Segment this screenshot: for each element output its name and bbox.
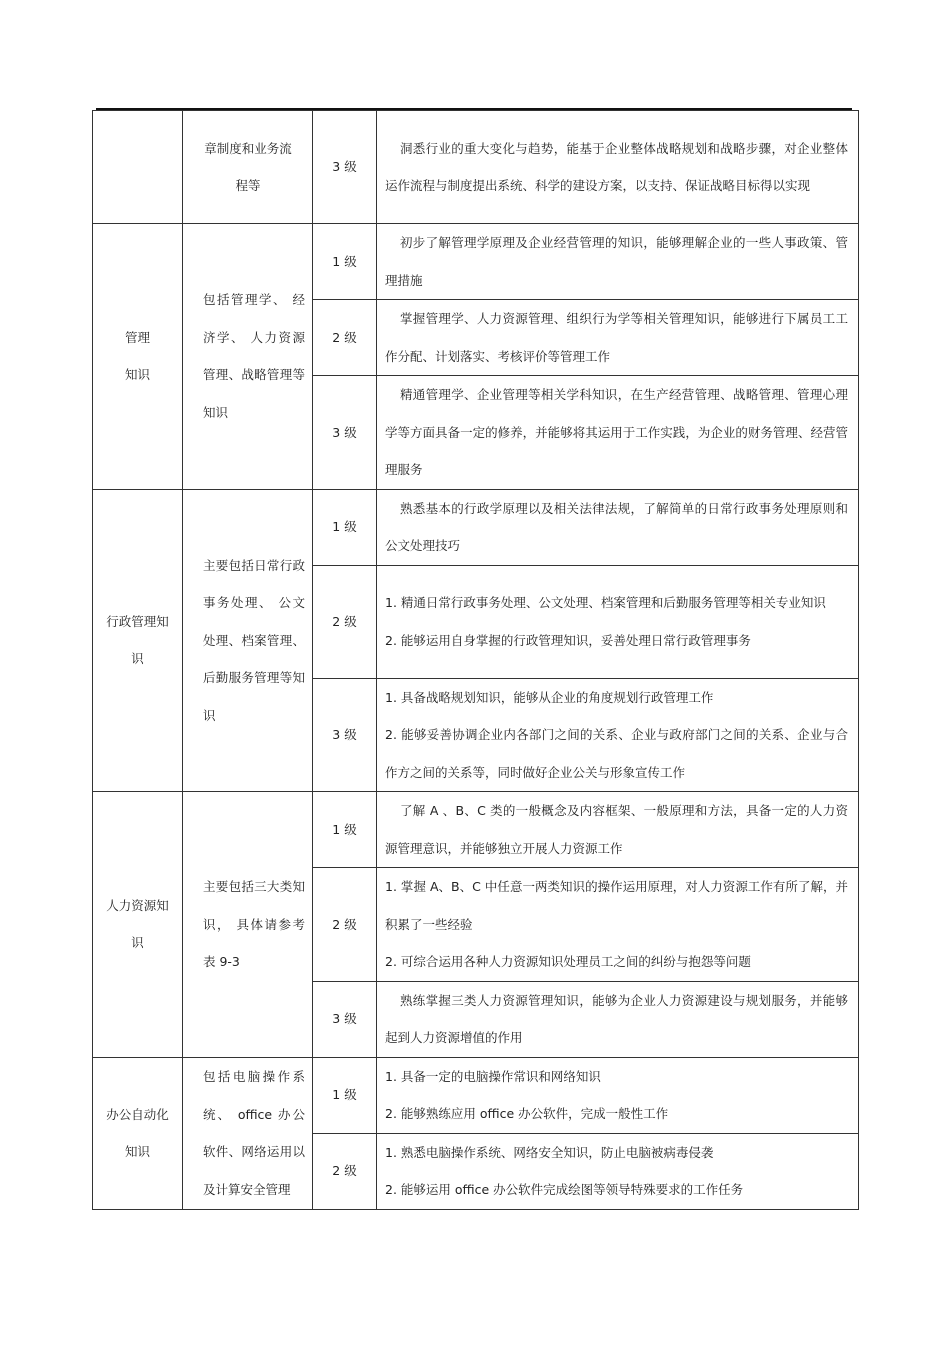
description-item: 1. 熟悉电脑操作系统、网络安全知识，防止电脑被病毒侵袭 bbox=[385, 1144, 714, 1160]
table-row bbox=[93, 792, 859, 868]
description-text: 熟悉基本的行政学原理以及相关法律法规，了解简单的日常行政事务处理原则和公文处理技巧 bbox=[385, 500, 848, 553]
description-text: 熟练掌握三类人力资源管理知识，能够为企业人力资源建设与规划服务，并能够起到人力资源增值的作用 bbox=[385, 992, 848, 1045]
description-item: 1. 掌握 A、B、C 中任意一两类知识的操作运用原理，对人力资源工作有所了解，并积累了一些经验 bbox=[385, 879, 848, 932]
description-cell bbox=[377, 376, 859, 490]
description-cell bbox=[377, 565, 859, 678]
description-text: 精通管理学、企业管理等相关学科知识，在生产经营管理、战略管理、管理心理学等方面具备一定的修养，并能够将其运用于工作实践，为企业的财务管理、经营管理服务 bbox=[385, 387, 848, 477]
scope-cell: 主要包括日常行政事务处理、 公文处理、档案管理、后勤服务管理等知识 bbox=[183, 489, 313, 792]
scope-cell: 包括电脑操作系统、 office 办公软件、网络运用以及计算安全管理 bbox=[183, 1057, 313, 1209]
level-cell: 1 级 bbox=[313, 792, 377, 868]
category-line: 知识 bbox=[124, 367, 150, 383]
level-cell: 2 级 bbox=[313, 868, 377, 982]
table-row bbox=[93, 1057, 859, 1133]
description-text: 初步了解管理学原理及企业经营管理的知识，能够理解企业的一些人事政策、管理措施 bbox=[385, 235, 848, 288]
level-cell: 3 级 bbox=[313, 678, 377, 792]
description-item: 2. 能够运用自身掌握的行政管理知识，妥善处理日常行政管理事务 bbox=[385, 632, 751, 648]
level-cell: 1 级 bbox=[313, 489, 377, 565]
description-text: 了解 A 、B、C 类的一般概念及内容框架、一般原理和方法，具备一定的人力资源管理意识，并能够独立开展人力资源工作 bbox=[385, 803, 848, 856]
category-line: 人力资源知 bbox=[106, 897, 169, 913]
description-cell bbox=[377, 224, 859, 300]
description-text: 掌握管理学、人力资源管理、组织行为学等相关管理知识，能够进行下属员工工作分配、计划落实、考核评价等管理工作 bbox=[385, 311, 848, 364]
level-cell: 3 级 bbox=[313, 111, 377, 224]
scope-cell: 包括管理学、 经济学、 人力资源管理、战略管理等知识 bbox=[183, 224, 313, 490]
description-item: 1. 具备一定的电脑操作常识和网络知识 bbox=[385, 1068, 601, 1084]
description-cell bbox=[377, 300, 859, 376]
level-cell: 2 级 bbox=[313, 300, 377, 376]
level-cell: 1 级 bbox=[313, 224, 377, 300]
description-item: 1. 精通日常行政事务处理、公文处理、档案管理和后勤服务管理等相关专业知识 bbox=[385, 595, 826, 610]
table-row bbox=[93, 111, 859, 224]
description-text: 洞悉行业的重大变化与趋势，能基于企业整体战略规划和战略步骤，对企业整体运作流程与制度提出系统、科学的建设方案，以支持、保证战略目标得以实现 bbox=[385, 140, 848, 193]
level-cell: 2 级 bbox=[313, 1133, 377, 1209]
category-line: 识 bbox=[131, 935, 144, 951]
scope-cell: 主要包括三大类知识， 具体请参考表 9-3 bbox=[183, 792, 313, 1058]
description-cell bbox=[377, 792, 859, 868]
scope-line: 章制度和业务流 bbox=[204, 140, 292, 156]
scope-line: 程等 bbox=[235, 178, 261, 193]
category-line: 办公自动化 bbox=[106, 1106, 169, 1122]
description-cell bbox=[377, 489, 859, 565]
description-item: 2. 能够熟练应用 office 办公软件，完成一般性工作 bbox=[385, 1106, 669, 1121]
category-line: 识 bbox=[131, 651, 144, 667]
category-cell bbox=[93, 1057, 183, 1209]
category-line: 知识 bbox=[124, 1144, 150, 1159]
level-cell: 2 级 bbox=[313, 565, 377, 678]
level-cell: 3 级 bbox=[313, 981, 377, 1057]
description-cell bbox=[377, 868, 859, 982]
description-cell bbox=[377, 1133, 859, 1209]
description-item: 2. 可综合运用各种人力资源知识处理员工之间的纠纷与抱怨等问题 bbox=[385, 954, 751, 969]
level-cell: 1 级 bbox=[313, 1057, 377, 1133]
description-cell bbox=[377, 678, 859, 792]
knowledge-level-table bbox=[92, 110, 859, 1210]
description-item: 1. 具备战略规划知识，能够从企业的角度规划行政管理工作 bbox=[385, 689, 714, 705]
scope-cell bbox=[183, 111, 313, 224]
level-cell: 3 级 bbox=[313, 376, 377, 490]
category-cell bbox=[93, 489, 183, 792]
description-item: 2. 能够妥善协调企业内各部门之间的关系、企业与政府部门之间的关系、企业与合作方之间的关系等，同时做好企业公关与形象宣传工作 bbox=[385, 727, 848, 780]
category-cell bbox=[93, 224, 183, 490]
category-cell bbox=[93, 792, 183, 1058]
category-line: 管理 bbox=[124, 329, 150, 345]
category-line: 行政管理知 bbox=[106, 613, 169, 629]
description-cell bbox=[377, 1057, 859, 1133]
category-cell bbox=[93, 111, 183, 224]
table-row bbox=[93, 489, 859, 565]
description-item: 2. 能够运用 office 办公软件完成绘图等领导特殊要求的工作任务 bbox=[385, 1182, 744, 1197]
description-cell bbox=[377, 111, 859, 224]
table-row bbox=[93, 224, 859, 300]
description-cell bbox=[377, 981, 859, 1057]
